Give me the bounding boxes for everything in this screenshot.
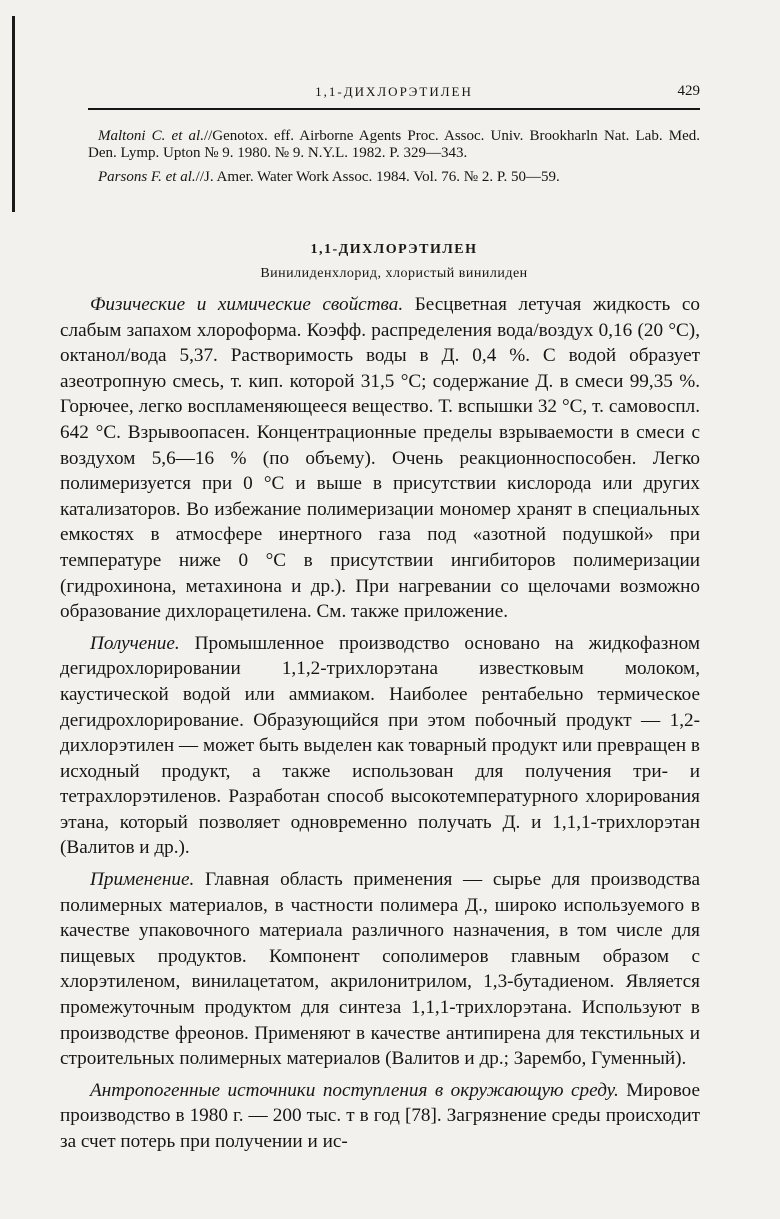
section-application: [60, 867, 700, 1072]
section-heading: Антропогенные источники поступления в окружающую среду.: [90, 1079, 619, 1101]
running-title: 1,1-ДИХЛОРЭТИЛЕН: [315, 84, 473, 99]
article-title: 1,1-ДИХЛОРЭТИЛЕН: [310, 242, 478, 257]
reference-author: Maltoni C. et al.: [98, 128, 204, 144]
page-number: 429: [677, 83, 700, 99]
reference-list: [88, 128, 700, 193]
page-header: [88, 84, 700, 104]
reference-text: //Genotox. eff. Airborne Agents Proc. Assoc. Univ. Brookharln Nat. Lab. Med. Den. Lymp. Upton № 9. 1980. № 9. N.Y.L. 1982. P. 329—343.: [88, 128, 700, 161]
reference-text: //J. Amer. Water Work Assoc. 1984. Vol. 76. № 2. P. 50—59.: [195, 169, 560, 185]
section-text: Мировое производство в 1980 г. — 200 тыс. т в год [78]. Загрязнение среды происходит за счет потерь при получении и ис-: [60, 1079, 700, 1152]
section-text: Бесцветная летучая жидкость со слабым запахом хлороформа. Коэфф. распределения вода/воздух 0,16 (20 °С), октанол/вода 5,37. Растворимость воды в Д. 0,4 %. С водой образует азеотропную смесь, т. кип. которой 31,5 °С; содержание Д. в смеси 99,35 %. Горючее, легко воспламеняющееся вещество. Т. вспышки 32 °С, т. самовоспл. 642 °С. Взрывоопасен. Концентрационные пределы взрываемости в смеси с воздухом 5,6—16 % (по объему). Очень реакционноспособен. Легко полимеризуется при 0 °С и выше в присутствии кислорода или других катализаторов. Во избежание полимеризации мономер хранят в специальных емкостях в атмосфере инертного газа под «азотной подушкой» при температуре ниже 0 °С в присутствии ингибиторов полимеризации (гидрохинона, метахинона и др.). При нагревании со щелочами возможно образование дихлорацетилена. См. также приложение.: [60, 294, 700, 623]
reference-author: Parsons F. et al.: [98, 169, 196, 185]
header-rule: [88, 108, 700, 110]
section-text: Главная область применения — сырье для производства полимерных материалов, в частности полимера Д., широко используемого в качестве упаковочного материала различного назначения, в том числе для пищевых продуктов. Компонент сополимеров главным образом с хлорэтиленом, винилацетатом, акрилонитрилом, 1,3-бутадиеном. Является промежуточным продуктом для синтеза 1,1,1-трихлорэтана. Используют в производстве фреонов. Применяют в качестве антипирена для текстильных и строительных полимерных материалов (Валитов и др.; Зарембо, Гуменный).: [60, 869, 700, 1070]
article-synonyms: Винилиденхлорид, хлористый винилиден: [260, 266, 528, 281]
article-body: [60, 292, 700, 1161]
reference-item: [88, 169, 700, 186]
section-text: Промышленное производство основано на жидкофазном дегидрохлорировании 1,1,2-трихлорэтана известковым молоком, каустической водой или аммиаком. Наиболее рентабельно термическое дегидрохлорирование. Образующийся при этом побочный продукт — 1,2-дихлорэтилен — может быть выделен как товарный продукт или превращен в исходный продукт, а также использован для получения три- и тетрахлорэтиленов. Разработан способ высокотемпературного хлорирования этана, который позволяет одновременно получать Д. и 1,1,1-трихлорэтан (Валитов и др.).: [60, 632, 700, 859]
section-sources: [60, 1078, 700, 1155]
section-properties: [60, 292, 700, 625]
scan-edge-mark: [12, 16, 15, 212]
section-heading: Применение.: [90, 869, 195, 891]
section-heading: Физические и химические свойства.: [90, 294, 404, 315]
section-production: [60, 631, 700, 861]
reference-item: [88, 128, 700, 162]
section-heading: Получение.: [90, 632, 180, 654]
